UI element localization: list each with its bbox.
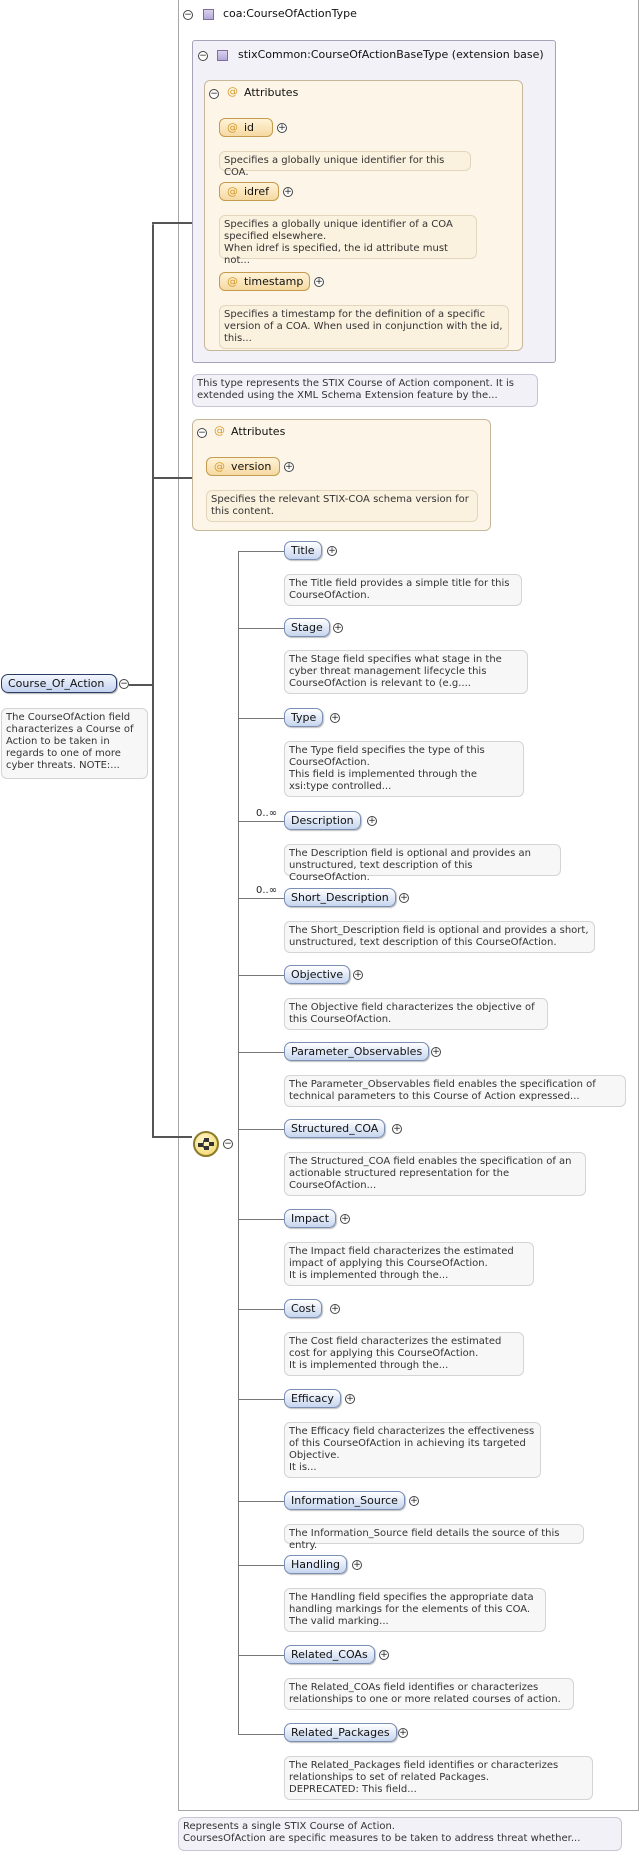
element-structured-coa[interactable]: Structured_COA [284, 1119, 385, 1138]
element-doc: The Stage field specifies what stage in the cyber threat management lifecycle this CourseOfAction is relevant to (e.g.... [284, 650, 528, 694]
attribute-name: idref [244, 185, 269, 198]
expand-idref-icon[interactable]: + [284, 187, 292, 197]
footer-doc: Represents a single STIX Course of Action. CoursesOfAction are specific measures to be taken to address threat whether... [178, 1817, 622, 1851]
connector [238, 975, 284, 976]
collapse-base-icon[interactable]: − [199, 51, 207, 61]
expand-short-description-icon[interactable]: + [400, 893, 408, 903]
attribute-timestamp[interactable] [219, 272, 310, 291]
element-doc: The Type field specifies the type of this CourseOfAction. This field is implemented through the xsi:type controlled... [284, 741, 524, 797]
root-doc: The CourseOfAction field characterizes a Course of Action to be taken in regards to one of more cyber threats. NOTE:... [1, 708, 148, 779]
element-doc: The Handling field specifies the appropriate data handling markings for the elements of this COA. The valid marking... [284, 1588, 546, 1632]
element-doc: The Parameter_Observables field enables the specification of technical parameters to this Course of Action expressed... [284, 1075, 626, 1107]
attributes-at-icon: @ [214, 424, 225, 437]
element-title[interactable]: Title [284, 541, 322, 560]
type-doc: This type represents the STIX Course of Action component. It is extended using the XML Schema Extension feature by the... [192, 374, 538, 407]
connector [238, 1655, 284, 1656]
connector [238, 1565, 284, 1566]
root-element[interactable]: Course_Of_Action [1, 674, 117, 693]
connector [152, 224, 154, 1138]
expand-parameter-observables-icon[interactable]: + [432, 1047, 440, 1057]
attribute-id[interactable] [219, 118, 273, 137]
element-cost[interactable]: Cost [284, 1299, 322, 1318]
element-doc: The Related_COAs field identifies or characterizes relationships to one or more related courses of action. [284, 1678, 574, 1710]
collapse-sequence-icon[interactable]: − [224, 1139, 232, 1149]
attribute-at-icon: @ [227, 121, 238, 134]
expand-title-icon[interactable]: + [328, 546, 336, 556]
connector [152, 222, 192, 224]
element-doc: The Cost field characterizes the estimated cost for applying this CourseOfAction. It is implemented through the... [284, 1332, 524, 1376]
connector [238, 551, 284, 552]
cardinality-label: 0..∞ [256, 885, 278, 896]
element-description[interactable]: Description [284, 811, 361, 830]
attribute-doc: Specifies a timestamp for the definition of a specific version of a COA. When used in conjunction with the id, this... [219, 305, 509, 349]
element-related-coas[interactable]: Related_COAs [284, 1645, 375, 1664]
element-parameter-observables[interactable]: Parameter_Observables [284, 1042, 429, 1061]
attribute-idref[interactable] [219, 182, 279, 201]
expand-id-icon[interactable]: + [278, 123, 286, 133]
connector [238, 718, 284, 719]
connector [238, 898, 284, 899]
attribute-name: id [244, 121, 255, 134]
base-type-icon [217, 50, 228, 61]
collapse-attributes-icon[interactable]: − [210, 89, 218, 99]
connector [238, 1734, 284, 1735]
expand-structured-coa-icon[interactable]: + [393, 1124, 401, 1134]
expand-impact-icon[interactable]: + [341, 1214, 349, 1224]
attribute-doc: Specifies a globally unique identifier of a COA specified elsewhere. When idref is specified, the id attribute must not... [219, 215, 477, 259]
attributes-label: Attributes [231, 425, 286, 438]
expand-related-coas-icon[interactable]: + [380, 1650, 388, 1660]
element-doc: The Information_Source field details the source of this entry. [284, 1524, 584, 1544]
element-doc: The Efficacy field characterizes the effectiveness of this CourseOfAction in achieving its targeted Objective. It is... [284, 1422, 541, 1478]
sequence-compositor-icon[interactable] [193, 1131, 219, 1157]
attribute-name: timestamp [244, 275, 304, 288]
attribute-at-icon: @ [227, 275, 238, 288]
attribute-name: version [231, 460, 272, 473]
attribute-at-icon: @ [227, 185, 238, 198]
element-information-source[interactable]: Information_Source [284, 1491, 405, 1510]
expand-related-packages-icon[interactable]: + [399, 1728, 407, 1738]
connector [152, 477, 192, 479]
collapse-root-icon[interactable]: − [120, 679, 128, 689]
element-doc: The Impact field characterizes the estimated impact of applying this CourseOfAction. It is implemented through the... [284, 1242, 534, 1286]
attribute-version[interactable] [206, 457, 280, 476]
expand-cost-icon[interactable]: + [331, 1304, 339, 1314]
connector [238, 1052, 284, 1053]
collapse-own-attributes-icon[interactable]: − [198, 428, 206, 438]
element-doc: The Short_Description field is optional and provides a short, unstructured, text description of this CourseOfAction. [284, 921, 595, 953]
element-type[interactable]: Type [284, 708, 323, 727]
attributes-label: Attributes [244, 86, 299, 99]
element-doc: The Description field is optional and provides an unstructured, text description of this CourseOfAction. [284, 844, 561, 876]
expand-version-icon[interactable]: + [285, 462, 293, 472]
connector [238, 1309, 284, 1310]
element-stage[interactable]: Stage [284, 618, 330, 637]
cardinality-label: 0..∞ [256, 808, 278, 819]
element-doc: The Title field provides a simple title for this CourseOfAction. [284, 574, 522, 606]
element-efficacy[interactable]: Efficacy [284, 1389, 341, 1408]
connector [152, 1136, 192, 1138]
type-header: coa:CourseOfActionType [223, 7, 357, 20]
expand-timestamp-icon[interactable]: + [315, 277, 323, 287]
element-related-packages[interactable]: Related_Packages [284, 1723, 397, 1742]
element-doc: The Structured_COA field enables the specification of an actionable structured representation for the CourseOfAction... [284, 1152, 586, 1196]
connector [238, 1129, 284, 1130]
element-impact[interactable]: Impact [284, 1209, 336, 1228]
attributes-at-icon: @ [227, 85, 238, 98]
expand-stage-icon[interactable]: + [334, 623, 342, 633]
element-doc: The Related_Packages field identifies or characterizes relationships to set of related Packages. DEPRECATED: This field... [284, 1756, 593, 1800]
connector [238, 1219, 284, 1220]
attribute-doc: Specifies the relevant STIX-COA schema version for this content. [206, 490, 478, 522]
complex-type-icon [203, 9, 214, 20]
element-doc: The Objective field characterizes the objective of this CourseOfAction. [284, 998, 548, 1030]
connector [238, 821, 284, 822]
base-header: stixCommon:CourseOfActionBaseType (extension base) [238, 48, 544, 61]
collapse-type-icon[interactable]: − [184, 10, 192, 20]
sequence-glyph [198, 1137, 214, 1151]
connector [238, 1501, 284, 1502]
attribute-doc: Specifies a globally unique identifier for this COA. [219, 151, 471, 171]
expand-description-icon[interactable]: + [368, 816, 376, 826]
expand-efficacy-icon[interactable]: + [346, 1394, 354, 1404]
expand-handling-icon[interactable]: + [353, 1560, 361, 1570]
expand-information-source-icon[interactable]: + [410, 1496, 418, 1506]
expand-objective-icon[interactable]: + [354, 970, 362, 980]
expand-type-icon[interactable]: + [331, 713, 339, 723]
connector [129, 684, 153, 686]
connector [238, 1399, 284, 1400]
connector [238, 628, 284, 629]
element-short-description[interactable]: Short_Description [284, 888, 396, 907]
sequence-connector [238, 551, 239, 1735]
element-handling[interactable]: Handling [284, 1555, 347, 1574]
attribute-at-icon: @ [214, 460, 225, 473]
element-objective[interactable]: Objective [284, 965, 350, 984]
